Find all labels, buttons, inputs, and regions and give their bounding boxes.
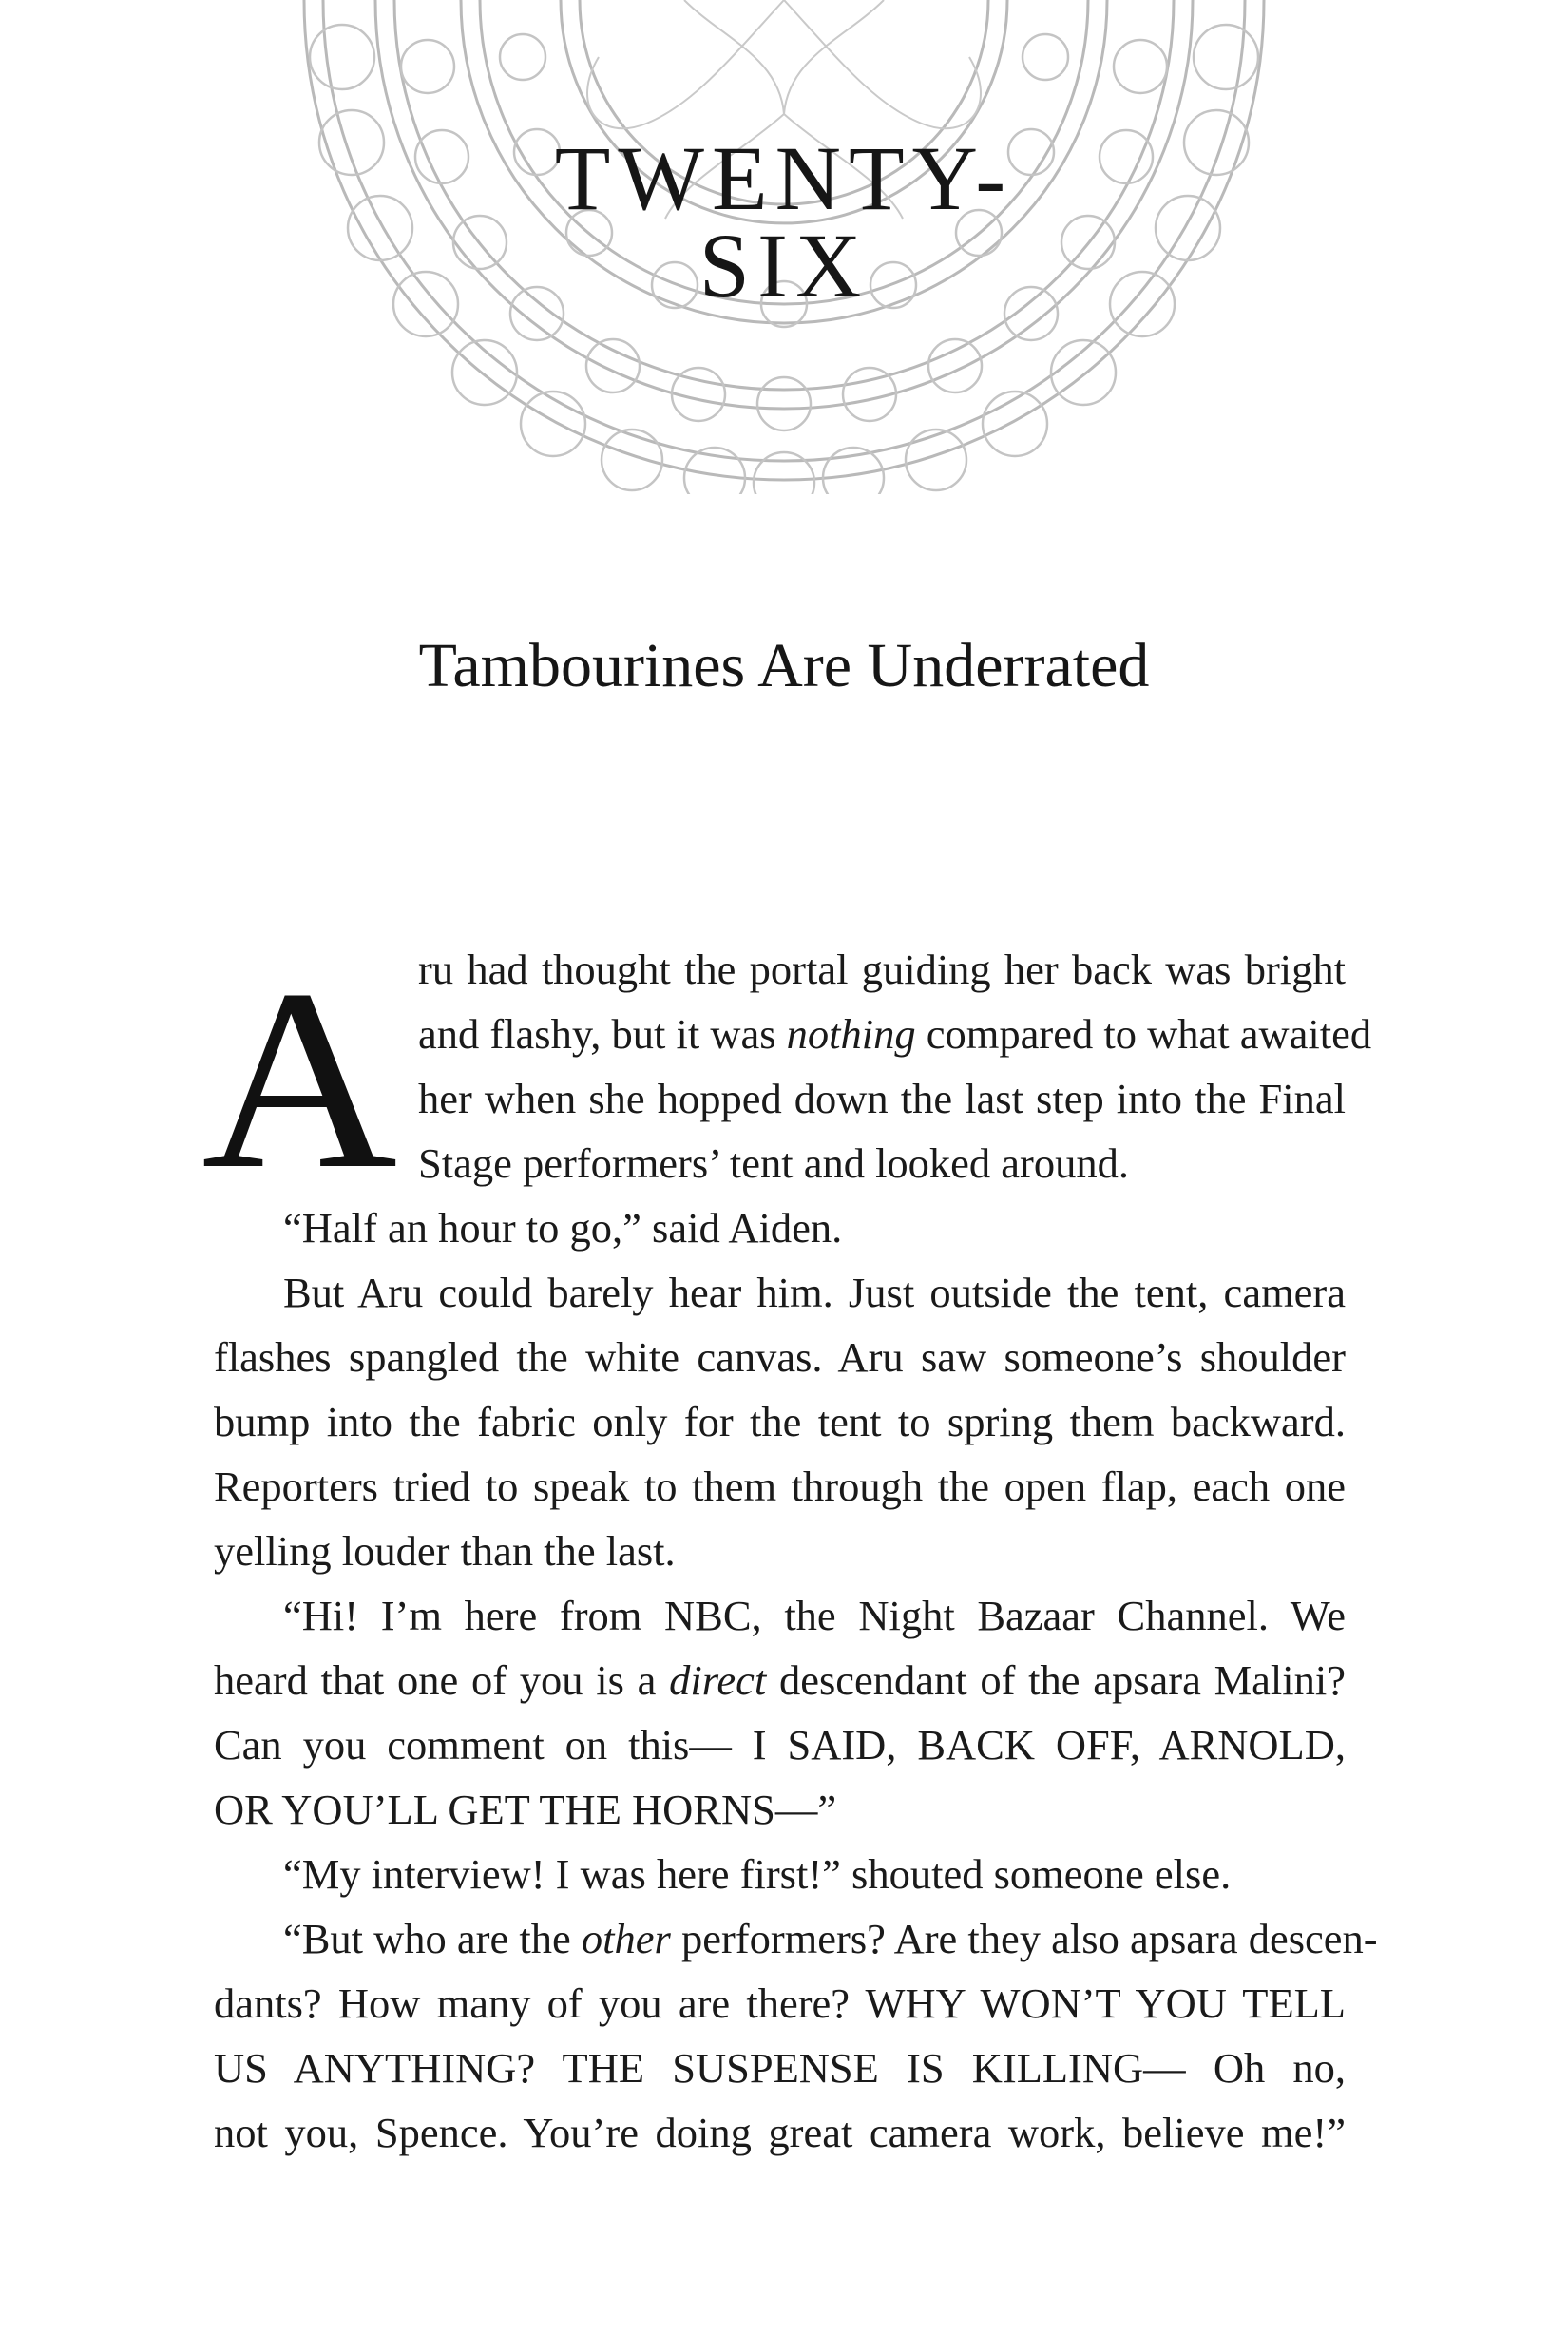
text-line: “But who are the other performers? Are they also apsara descen- bbox=[283, 1915, 1378, 1962]
drop-cap: A bbox=[201, 936, 398, 1222]
text-line: “Hi! I’m here from NBC, the Night Bazaar Channel. We bbox=[283, 1592, 1346, 1639]
text-line: dants? How many of you are there? WHY WON’T YOU TELL bbox=[214, 1979, 1346, 2027]
text-line: and flashy, but it was nothing compared to what awaited bbox=[418, 1010, 1372, 1058]
text-line: heard that one of you is a direct descendant of the apsara Malini? bbox=[214, 1656, 1346, 1704]
text-line: Reporters tried to speak to them through the open flap, each one bbox=[214, 1463, 1346, 1510]
text-line: not you, Spence. You’re doing great camera work, believe me!” bbox=[214, 2109, 1346, 2156]
text-line: Stage performers’ tent and looked around. bbox=[418, 1139, 1130, 1187]
text-line: OR YOU’LL GET THE HORNS—” bbox=[214, 1786, 837, 1833]
text-line: ru had thought the portal guiding her back was bright bbox=[418, 946, 1346, 993]
text-line: Can you comment on this— I SAID, BACK OFF, ARNOLD, bbox=[214, 1721, 1346, 1769]
text-line: her when she hopped down the last step into the Final bbox=[418, 1075, 1346, 1122]
text-line: But Aru could barely hear him. Just outside the tent, camera bbox=[283, 1269, 1346, 1316]
text-line: US ANYTHING? THE SUSPENSE IS KILLING— Oh no, bbox=[214, 2044, 1346, 2092]
text-line: “My interview! I was here first!” shouted someone else. bbox=[283, 1850, 1232, 1898]
text-line: yelling louder than the last. bbox=[214, 1527, 676, 1575]
text-line: “Half an hour to go,” said Aiden. bbox=[283, 1204, 843, 1252]
text-line: flashes spangled the white canvas. Aru saw someone’s shoulder bbox=[214, 1333, 1346, 1381]
chapter-number-line-1: TWENTY- bbox=[554, 127, 1014, 229]
text-line: bump into the fabric only for the tent to spring them backward. bbox=[214, 1398, 1346, 1445]
chapter-number-line-2: SIX bbox=[698, 215, 870, 316]
chapter-title: Tambourines Are Underrated bbox=[418, 631, 1150, 700]
